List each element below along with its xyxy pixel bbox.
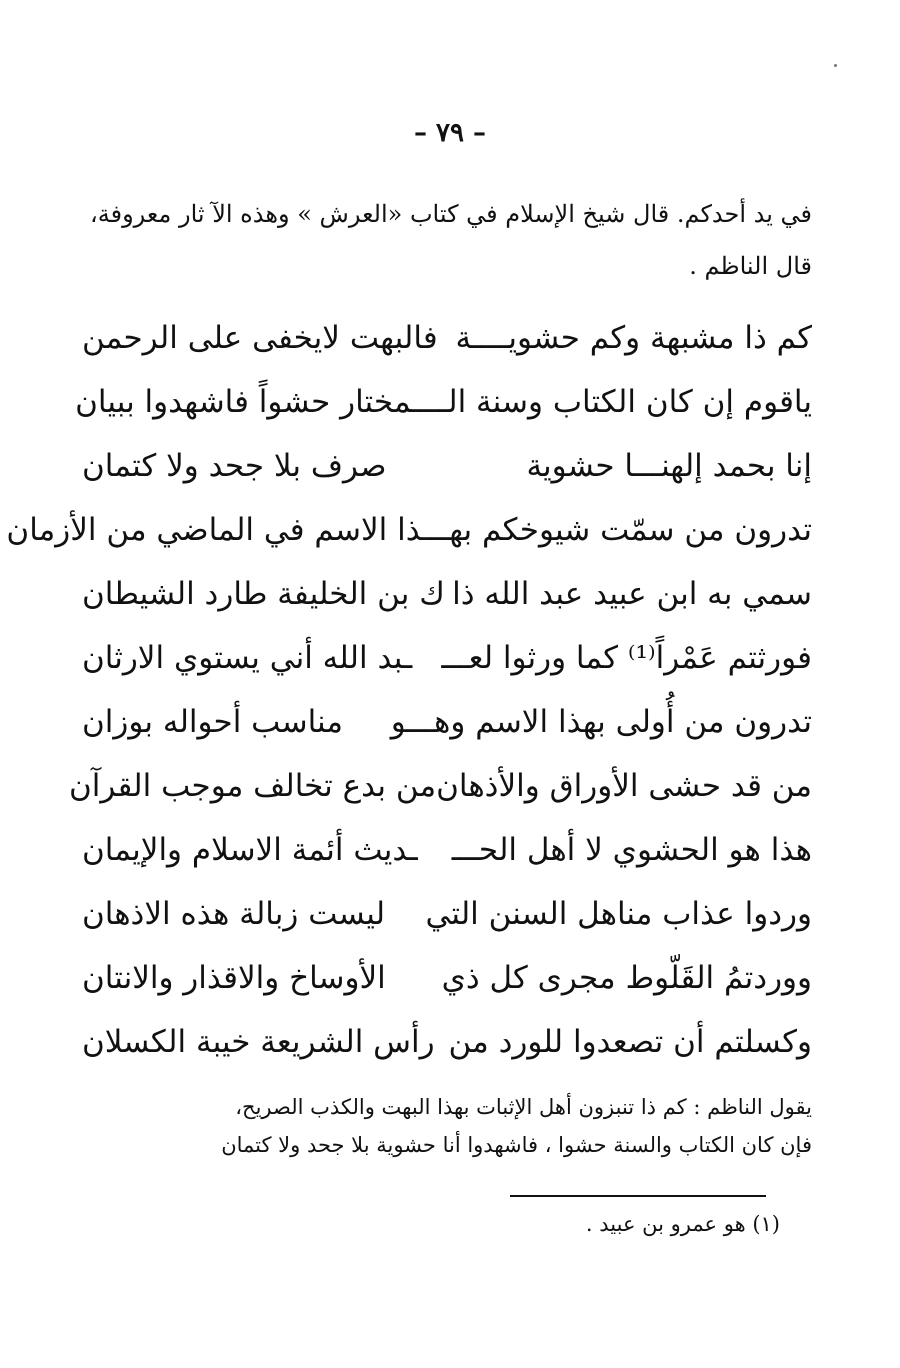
verse-line: [82, 690, 812, 754]
verse-first-hemistich: تدرون من أُولى بهذا الاسم وهـــو: [390, 704, 812, 740]
verse-first-hemistich: إنا بحمد إلهنـــا حشوية: [526, 448, 812, 484]
verse-line: [69, 754, 812, 818]
verse-first-hemistich: وردوا عذاب مناهل السنن التي: [425, 896, 812, 932]
verse-second-hemistich: فالبهت لايخفى على الرحمن: [82, 320, 438, 356]
verse-first-hemistich: ياقوم إن كان الكتاب وسنة الـــ: [420, 384, 812, 420]
page-number: – ٧٩ –: [413, 118, 487, 148]
verse-first-hemistich: كم ذا مشبهة وكم حشويــــة: [455, 320, 812, 356]
verse-second-hemistich: رأس الشريعة خيبة الكسلان: [82, 1024, 435, 1060]
verse-line: [82, 562, 812, 626]
verse-second-hemistich: ـذا الاسم في الماضي من الأزمان: [6, 512, 432, 548]
summary-line-2: فإن كان الكتاب والسنة حشوا ، فاشهدوا أنا حشوية بلا جحد ولا كتمان: [221, 1133, 812, 1157]
verse-first-hemistich: سمي به ابن عبيد عبد الله ذا: [452, 576, 812, 612]
verse-first-hemistich: تدرون من سمّت شيوخكم بهــ: [431, 512, 812, 548]
intro-paragraph: [82, 188, 812, 292]
margin-speck: [834, 64, 837, 67]
verse-second-hemistich: ـديث أئمة الاسلام والإيمان: [82, 832, 418, 868]
poem-verses: [6, 306, 812, 1074]
verse-line: [82, 1010, 812, 1074]
summary-paragraph: [82, 1088, 812, 1164]
verse-line: [6, 498, 812, 562]
verse-second-hemistich: صرف بلا جحد ولا كتمان: [82, 448, 387, 484]
intro-line-2: قال الناظم .: [689, 252, 812, 280]
verse-first-hemistich: وكسلتم أن تصعدوا للورد من: [448, 1024, 812, 1060]
verse-first-hemistich: فورثتم عَمْراً⁽¹⁾ كما ورثوا لعـــ: [441, 640, 812, 676]
verse-line: [82, 434, 812, 498]
verse-first-hemistich: من قد حشى الأوراق والأذهان: [436, 768, 812, 804]
summary-line-1: يقول الناظم : كم ذا تنبزون أهل الإثبات بهذا البهت والكذب الصريح،: [235, 1095, 812, 1119]
verse-second-hemistich: مناسب أحواله بوزان: [82, 704, 343, 740]
footnote: (١) هو عمرو بن عبيد .: [585, 1212, 780, 1236]
verse-second-hemistich: ـمختار حشواً فاشهدوا ببيان: [75, 384, 421, 420]
intro-line-1: في يد أحدكم. قال شيخ الإسلام في كتاب «العرش » وهذه الآ ثار معروفة،: [90, 200, 812, 228]
verse-second-hemistich: ليست زبالة هذه الاذهان: [82, 896, 386, 932]
verse-line: [82, 946, 812, 1010]
verse-second-hemistich: الأوساخ والاقذار والانتان: [82, 960, 386, 996]
verse-first-hemistich: هذا هو الحشوي لا أهل الحـــ: [451, 832, 812, 868]
verse-line: [75, 370, 812, 434]
verse-line: [82, 882, 812, 946]
verse-line: [82, 306, 812, 370]
verse-second-hemistich: ك بن الخليفة طارد الشيطان: [82, 576, 445, 612]
footnote-divider: [510, 1195, 766, 1197]
verse-line: [82, 818, 812, 882]
verse-first-hemistich: ووردتمُ القَلّوط مجرى كل ذي: [441, 960, 812, 996]
verse-second-hemistich: ـبد الله أني يستوي الارثان: [82, 640, 413, 676]
verse-second-hemistich: من بدع تخالف موجب القرآن: [69, 768, 437, 804]
verse-line: [82, 626, 812, 690]
